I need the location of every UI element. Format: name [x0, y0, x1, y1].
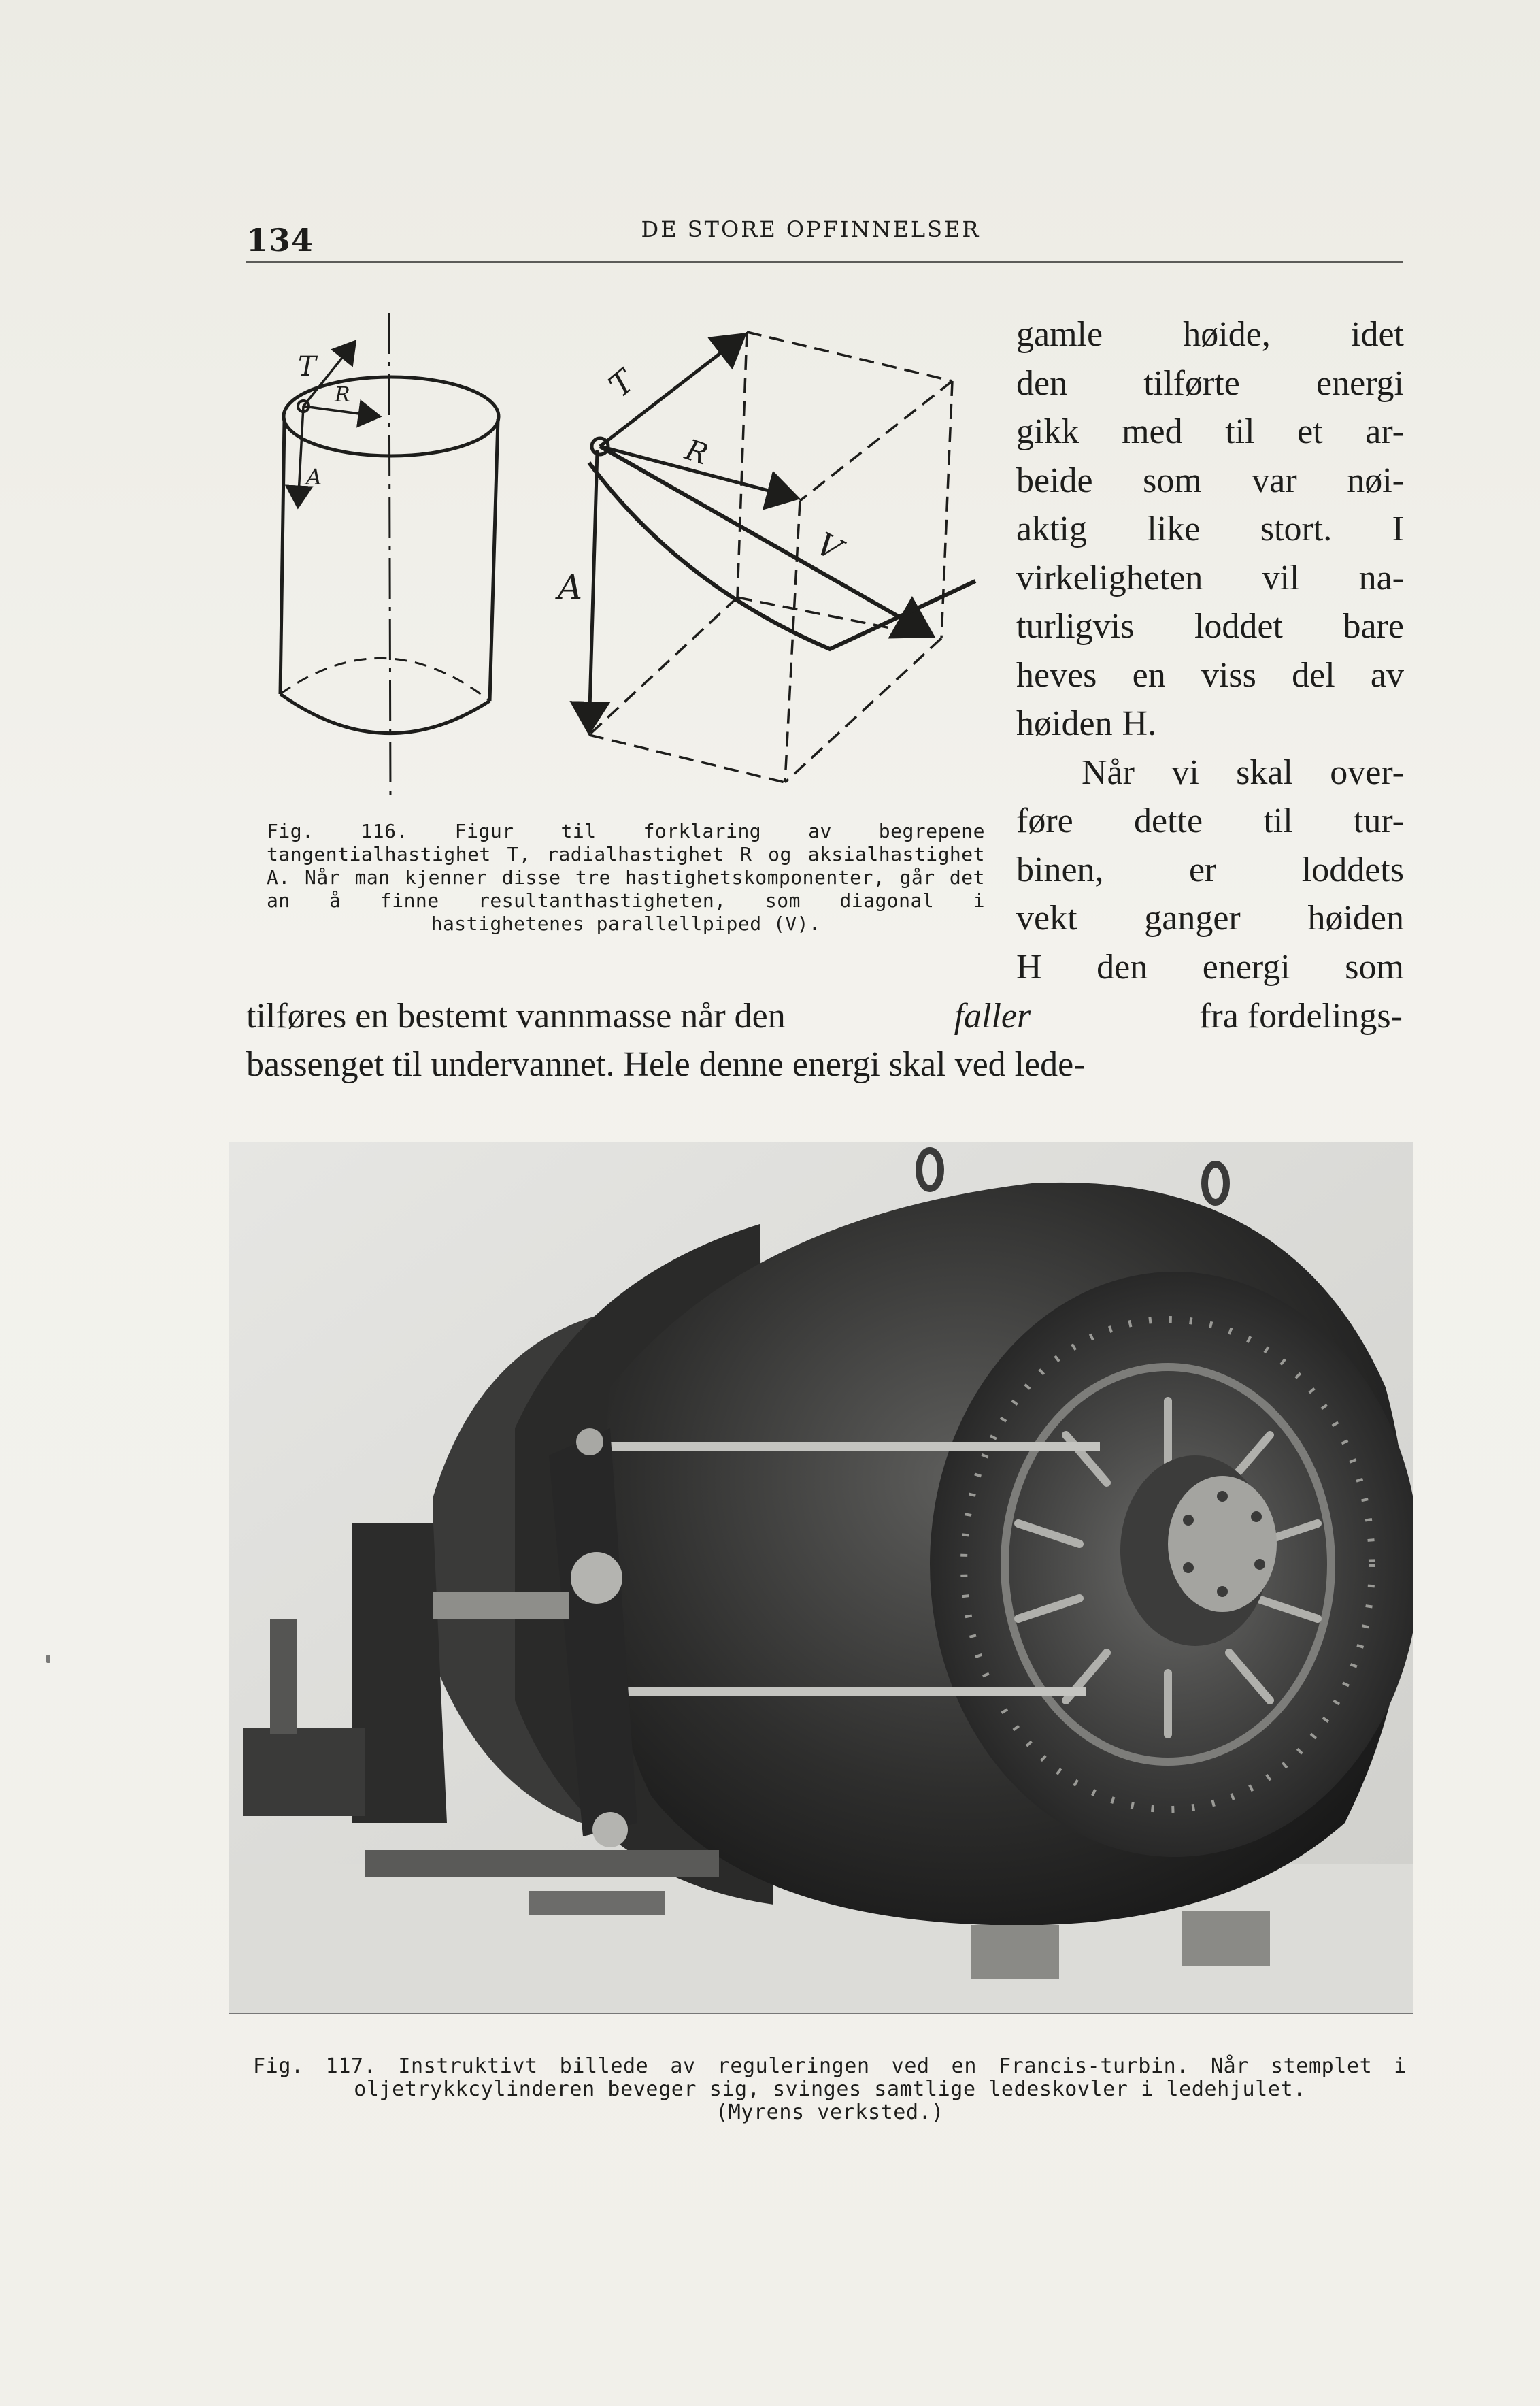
- side-text-word: skal: [1236, 753, 1293, 792]
- side-text-word: et: [1297, 412, 1323, 451]
- figure-117-photograph: [229, 1142, 1413, 2014]
- side-text-word: til: [1263, 802, 1293, 840]
- cylinder-bottom-front: [280, 694, 490, 734]
- side-text-word: H.: [1122, 704, 1157, 743]
- box-label-r: R: [681, 433, 712, 472]
- cylinder-piston-rod: [433, 1592, 569, 1619]
- figure-116-caption: [267, 820, 985, 936]
- side-text-word: energi: [1316, 363, 1404, 403]
- governor-valve: [243, 1728, 365, 1816]
- side-text-word: som: [1345, 947, 1404, 987]
- side-text-word: høide,: [1183, 315, 1271, 354]
- side-text-word: med: [1122, 412, 1183, 451]
- paragraph-line-2-text: bassenget til undervannet. Hele denne energi skal ved lede-: [246, 1045, 1086, 1084]
- side-text-line: [1016, 797, 1404, 846]
- figure-116-caption-text: Figur til forklaring av begrepene tangentialhastighet T, radialhastighet R og aksialhastighet A. Når man kjenner disse tre hastighetskomponenter, går det an å finne resultanthastigheten, som diagonal i hastighetenes parallellpiped (V).: [267, 820, 986, 935]
- side-text-line: [1016, 943, 1404, 992]
- side-text-word: I: [1392, 510, 1404, 548]
- side-text-word: na-: [1358, 558, 1404, 597]
- paragraph-line-1-end: fra fordelings-: [1199, 997, 1403, 1036]
- side-text-word: høiden: [1307, 899, 1404, 938]
- base-plate: [365, 1850, 719, 1877]
- side-text-word: den: [1016, 363, 1068, 403]
- side-text-word: vil: [1262, 558, 1300, 597]
- running-title: DE STORE OPFINNELSER: [641, 216, 981, 242]
- side-text-word: av: [1370, 655, 1404, 695]
- side-text-line: [1016, 699, 1404, 748]
- side-text-word: en: [1132, 655, 1166, 695]
- box-label-v: V: [810, 525, 848, 568]
- side-text-line: [1016, 651, 1404, 700]
- foundation-block: [529, 1891, 665, 1915]
- side-text-word: stort.: [1260, 510, 1333, 548]
- side-column-text: [1016, 310, 1404, 991]
- side-text-word: turligvis: [1016, 607, 1135, 646]
- side-text-line: [1016, 554, 1404, 603]
- box-flow-curve: [589, 463, 975, 649]
- support-foot-left: [971, 1925, 1059, 1979]
- full-width-paragraph: [246, 992, 1403, 1089]
- box-dash-bottom-front: [589, 735, 785, 782]
- side-text-word: energi: [1202, 947, 1290, 987]
- box-dash-top-back: [747, 332, 952, 381]
- header-rule: [246, 261, 1403, 263]
- box-dash-right-back: [941, 381, 952, 638]
- box-dash-left-diagonal: [589, 597, 737, 735]
- side-text-word: over-: [1330, 753, 1404, 792]
- figure-117-caption: [253, 2055, 1407, 2124]
- side-text-line: [1016, 748, 1404, 797]
- side-text-word: som: [1143, 461, 1202, 500]
- side-text-word: til: [1225, 412, 1255, 451]
- side-text-line: [1016, 408, 1404, 457]
- side-text-word: høiden: [1016, 704, 1113, 743]
- page-header: [246, 216, 1403, 264]
- velocity-components-sketch: [258, 299, 993, 817]
- print-speck: [46, 1655, 50, 1663]
- side-text-word: idet: [1351, 315, 1404, 354]
- cylinder-left-side: [280, 421, 284, 694]
- oil-pressure-cylinder: [352, 1523, 447, 1823]
- box-label-a: A: [558, 567, 583, 607]
- side-text-word: tilførte: [1143, 363, 1240, 403]
- upper-regulating-rod: [610, 1442, 1100, 1451]
- side-text-word: gikk: [1016, 412, 1079, 451]
- page-number: 134: [246, 222, 314, 259]
- side-text-line: [1016, 602, 1404, 651]
- paragraph-line-2: [246, 1040, 1403, 1089]
- cylinder-bottom-back: [280, 658, 490, 701]
- turbine-photo-rendering: [229, 1142, 1413, 2013]
- figure-117-label: Fig. 117.: [253, 2054, 377, 2078]
- figure-117-caption-text: Instruktivt billede av reguleringen ved en Francis-turbin. Når stemplet i oljetrykkcylinderen beveger sig, svinges samtlige ledeskovler i ledehjulet.: [354, 2054, 1407, 2101]
- side-text-word: loddet: [1194, 607, 1283, 646]
- side-text-word: beide: [1016, 461, 1093, 500]
- box-dash-front-vertical: [785, 501, 800, 782]
- cylinder-vector-r: [303, 406, 380, 416]
- box-vector-v: [600, 446, 932, 636]
- support-foot-right: [1182, 1911, 1270, 1966]
- box-dash-back-vertical: [737, 332, 747, 597]
- box-dash-top-diagonal: [800, 381, 952, 501]
- side-text-line: [1016, 505, 1404, 554]
- side-text-word: ar-: [1365, 412, 1404, 451]
- arm-pivot-top: [576, 1428, 603, 1455]
- cylinder-label-t: T: [298, 351, 316, 382]
- cylinder-axis: [389, 313, 390, 803]
- figure-116-label: Fig. 116.: [267, 820, 408, 842]
- side-text-word: like: [1147, 510, 1201, 548]
- side-text-word: binen,: [1016, 850, 1104, 889]
- paragraph-line-1-start: tilføres en bestemt vannmasse når den: [246, 997, 786, 1036]
- side-text-line: [1016, 457, 1404, 506]
- side-text-word: Når: [1082, 753, 1135, 792]
- side-text-word: del: [1292, 655, 1335, 695]
- side-text-word: vi: [1171, 753, 1199, 792]
- side-text-word: loddets: [1301, 850, 1404, 889]
- cylinder-right-side: [490, 419, 498, 701]
- cylinder-label-r: R: [335, 383, 350, 407]
- paragraph-line-1: [246, 992, 1403, 1040]
- cylinder-label-a: A: [306, 464, 322, 490]
- cylinder-vector-a: [298, 406, 303, 507]
- side-text-word: tur-: [1353, 802, 1404, 840]
- arm-pivot-middle: [571, 1552, 622, 1604]
- side-text-word: nøi-: [1347, 461, 1404, 500]
- side-text-line: [1016, 846, 1404, 895]
- paragraph-emphasis-faller: faller: [954, 997, 1031, 1036]
- figure-117-credit: (Myrens verksted.): [716, 2100, 944, 2124]
- parallelepiped-sketch: [589, 332, 975, 782]
- side-text-word: føre: [1016, 802, 1073, 840]
- side-text-word: aktig: [1016, 510, 1087, 548]
- side-text-word: var: [1252, 461, 1297, 500]
- side-text-word: er: [1188, 850, 1217, 889]
- side-text-word: bare: [1343, 607, 1404, 646]
- side-text-word: viss: [1201, 655, 1256, 695]
- side-text-line: [1016, 310, 1404, 359]
- side-text-line: [1016, 894, 1404, 943]
- valve-stem: [270, 1619, 297, 1734]
- side-text-word: vekt: [1016, 899, 1077, 938]
- side-text-word: gamle: [1016, 315, 1103, 354]
- side-text-word: ganger: [1144, 899, 1241, 938]
- lower-regulating-rod: [610, 1687, 1086, 1696]
- figure-116-diagram: [258, 299, 993, 817]
- side-text-word: H: [1016, 947, 1042, 987]
- side-text-word: den: [1097, 947, 1148, 987]
- arm-pivot-bottom: [592, 1812, 628, 1847]
- side-text-word: dette: [1133, 802, 1203, 840]
- box-label-t: T: [601, 363, 641, 405]
- cylinder-sketch: [280, 313, 499, 803]
- side-text-line: [1016, 359, 1404, 408]
- box-dash-bottom-diagonal: [785, 638, 941, 782]
- box-vector-a: [589, 450, 597, 732]
- side-text-word: virkeligheten: [1016, 558, 1203, 597]
- side-text-word: heves: [1016, 655, 1097, 695]
